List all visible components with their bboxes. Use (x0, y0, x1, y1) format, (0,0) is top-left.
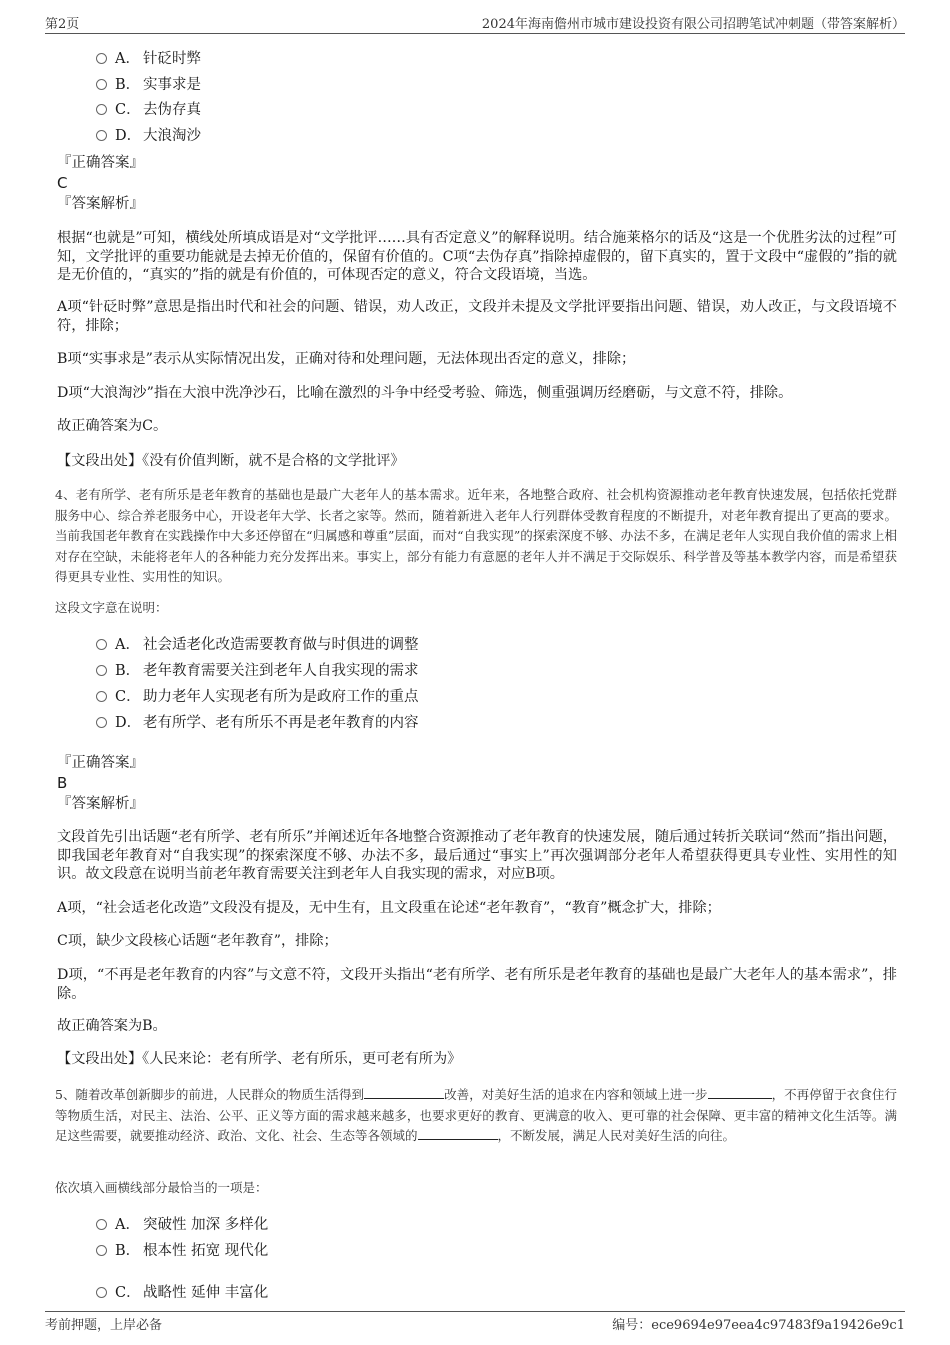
radio-icon[interactable] (96, 130, 107, 141)
radio-icon[interactable] (96, 1287, 107, 1298)
q4-source: 【文段出处】《人民来论：老有所学、老有所乐，更可老有所为》 (57, 1051, 462, 1067)
q3-option-c[interactable]: C． 去伪存真 (96, 100, 201, 120)
q4-option-c[interactable]: C． 助力老年人实现老有所为是政府工作的重点 (96, 687, 419, 707)
q4-option-a[interactable]: A． 社会适老化改造需要教育做与时俱进的调整 (96, 635, 419, 655)
radio-icon[interactable] (96, 1245, 107, 1256)
q5-stem: 5、随着改革创新脚步的前进，人民群众的物质生活得到 改善，对美好生活的追求在内容和领域上进一步 ，不再停留于衣食住行等物质生活，对民主、法治、公平、正义等方面的需求越来越多，也要求更好的教育、更满意的收入、更可靠的社会保障、更丰富的精神文化生活等。满足这些需要，就要推动经济、政治、文化、社会、生态等各领域的 ，不断发展，满足人民对美好生活的向往。 (55, 1087, 897, 1143)
q3-source: 【文段出处】《没有价值判断，就不是合格的文学批评》 (57, 453, 405, 469)
q3-analysis-paragraph: A项“针砭时弊”意思是指出时代和社会的问题、错误，劝人改正，文段并未提及文学批评要指出问题、错误，劝人改正，与文段语境不符，排除； (57, 299, 897, 334)
q5-prompt: 依次填入画横线部分最恰当的一项是： (55, 1180, 268, 1195)
radio-icon[interactable] (96, 639, 107, 650)
page-header (45, 13, 905, 33)
fill-blank[interactable] (364, 1086, 444, 1099)
footer-divider (45, 1311, 905, 1312)
q4-option-b[interactable]: B． 老年教育需要关注到老年人自我实现的需求 (96, 661, 419, 681)
header-divider (45, 33, 905, 34)
q5-option-c[interactable]: C． 战略性 延伸 丰富化 (96, 1283, 268, 1303)
q5-option-a[interactable]: A． 突破性 加深 多样化 (96, 1215, 268, 1235)
q4-analysis-label: 『答案解析』 (57, 796, 144, 812)
q3-analysis-paragraph: 故正确答案为C。 (57, 418, 168, 434)
radio-icon[interactable] (96, 104, 107, 115)
radio-icon[interactable] (96, 1219, 107, 1230)
q4-analysis-paragraph: A项，“社会适老化改造”文段没有提及，无中生有，且文段重在论述“老年教育”，“教育”概念扩大，排除； (57, 900, 721, 916)
radio-icon[interactable] (96, 665, 107, 676)
document-title: 2024年海南儋州市城市建设投资有限公司招聘笔试冲刺题（带答案解析） (481, 17, 905, 32)
q3-analysis-paragraph: 根据“也就是”可知，横线处所填成语是对“文学批评……具有否定意义”的解释说明。结合施莱格尔的话及“这是一个优胜劣汰的过程”可知，文学批评的重要功能就是去掉无价值的，保留有价值的。C项“去伪存真”指除掉虚假的，留下真实的，置于文段中“虚假的”指的就是无价值的，“真实的”指的就是有价值的，可体现否定的意义，符合文段语境，当选。 (57, 230, 897, 283)
q4-analysis-paragraph: 故正确答案为B。 (57, 1018, 167, 1034)
page-number: 第2页 (45, 17, 80, 32)
q4-analysis-paragraph: 文段首先引出话题“老有所学、老有所乐”并阐述近年各地整合资源推动了老年教育的快速发展，随后通过转折关联词“然而”指出问题，即我国老年教育对“自我实现”的探索深度不够、办法不多，最后通过“事实上”再次强调部分老年人希望获得更具专业性、实用性的知识。故文段意在说明当前老年教育需要关注到老年人自我实现的需求，对应B项。 (57, 829, 897, 882)
radio-icon[interactable] (96, 79, 107, 90)
q5-option-b[interactable]: B． 根本性 拓宽 现代化 (96, 1241, 268, 1261)
document-id: 编号：ece9694e97eea4c97483f9a19426e9c1 (612, 1318, 905, 1333)
q3-analysis-paragraph: B项“实事求是”表示从实际情况出发，正确对待和处理问题，无法体现出否定的意义，排除； (57, 351, 636, 367)
q3-correct-label: 『正确答案』 (57, 155, 144, 171)
q4-analysis-paragraph: C项，缺少文段核心话题“老年教育”，排除； (57, 933, 338, 949)
q3-option-d[interactable]: D． 大浪淘沙 (96, 126, 201, 146)
q4-analysis-paragraph: D项，“不再是老年教育的内容”与文意不符，文段开头指出“老有所学、老有所乐是老年教育的基础也是最广大老年人的基本需求”，排除。 (57, 967, 897, 1002)
q4-option-d[interactable]: D． 老有所学、老有所乐不再是老年教育的内容 (96, 713, 419, 733)
q3-analysis-paragraph: D项“大浪淘沙”指在大浪中洗净沙石，比喻在激烈的斗争中经受考验、筛选，侧重强调历经磨砺，与文意不符，排除。 (57, 385, 793, 401)
q4-correct-label: 『正确答案』 (57, 755, 144, 771)
q4-answer: B (57, 774, 68, 792)
footer-slogan: 考前押题，上岸必备 (45, 1318, 163, 1333)
q4-prompt: 这段文字意在说明： (55, 600, 168, 615)
q3-analysis-label: 『答案解析』 (57, 196, 144, 212)
q4-stem: 4、老有所学、老有所乐是老年教育的基础也是最广大老年人的基本需求。近年来，各地整合政府、社会机构资源推动老年教育快速发展，包括依托党群服务中心、综合养老服务中心，开设老年大学、长者之家等。然而，随着新进入老年人行列群体受教育程度的不断提升，对老年教育提出了更高的要求。当前我国老年教育在实践操作中大多还停留在“归属感和尊重”层面，而对“自我实现”的探索深度不够、办法不多，在满足老年人实现自我价值的需求上相对存在空缺，未能将老年人的各种能力充分发挥出来。事实上，部分有能力有意愿的老年人并不满足于交际娱乐、科学普及等基本教学内容，而是希望获得更具专业性、实用性的知识。 (55, 487, 897, 584)
q3-option-a[interactable]: A． 针砭时弊 (96, 49, 201, 69)
q3-option-b[interactable]: B． 实事求是 (96, 75, 201, 95)
radio-icon[interactable] (96, 717, 107, 728)
fill-blank[interactable] (708, 1086, 772, 1099)
fill-blank[interactable] (418, 1127, 498, 1140)
radio-icon[interactable] (96, 53, 107, 64)
radio-icon[interactable] (96, 691, 107, 702)
q3-answer: C (57, 174, 68, 192)
